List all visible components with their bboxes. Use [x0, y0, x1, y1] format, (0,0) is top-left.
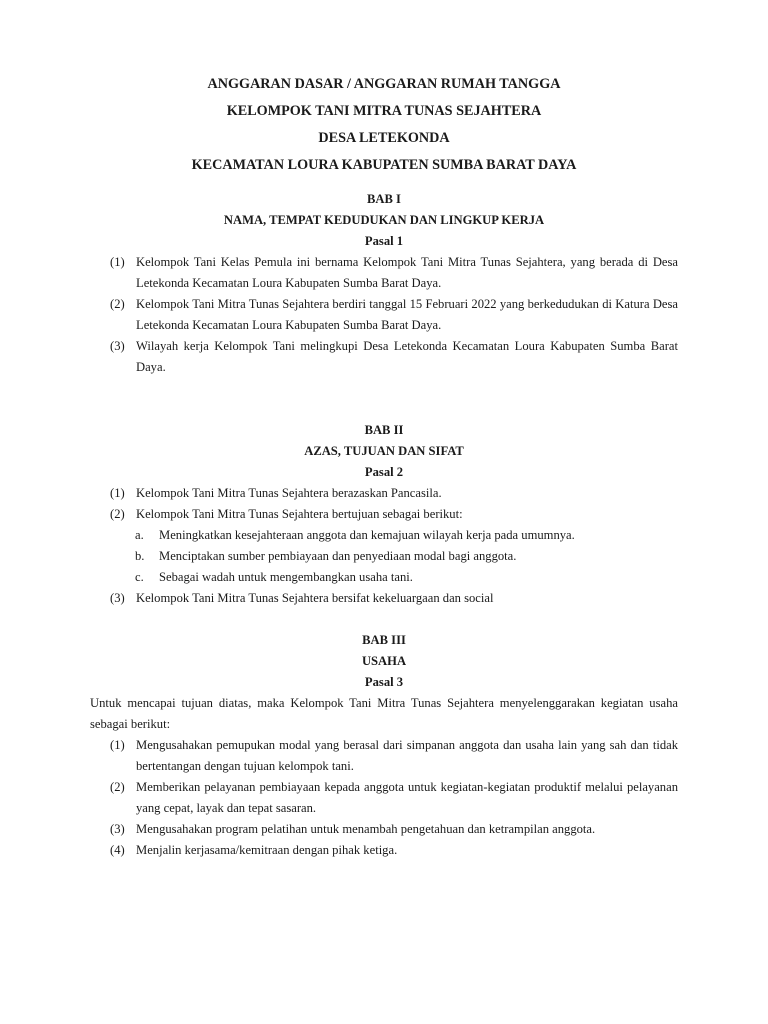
pasal-2-sublist — [135, 525, 678, 588]
list-item — [110, 483, 678, 504]
sub-list-item — [135, 567, 678, 588]
item-text: Wilayah kerja Kelompok Tani melingkupi Desa Letekonda Kecamatan Loura Kabupaten Sumba Barat Daya. — [136, 339, 678, 374]
pasal-3-label: Pasal 3 — [364, 675, 404, 689]
list-item — [110, 735, 678, 777]
item-number: (1) — [110, 486, 125, 500]
sub-item-text: Meningkatkan kesejahteraan anggota dan kemajuan wilayah kerja pada umumnya. — [159, 528, 575, 542]
item-text: Kelompok Tani Mitra Tunas Sejahtera bersifat kekeluargaan dan social — [136, 591, 494, 605]
list-item — [110, 294, 678, 336]
item-text: Mengusahakan pemupukan modal yang berasal dari simpanan anggota dan usaha lain yang sah dan tidak bertentangan dengan tujuan kelompok tani. — [136, 738, 678, 773]
list-item — [110, 336, 678, 378]
item-number: (1) — [110, 255, 125, 269]
pasal-3-list — [110, 735, 678, 861]
sub-item-letter: a. — [135, 528, 144, 542]
sub-item-letter: c. — [135, 570, 144, 584]
title-line-2: KELOMPOK TANI MITRA TUNAS SEJAHTERA — [226, 103, 542, 119]
item-text: Memberikan pelayanan pembiayaan kepada anggota untuk kegiatan-kegiatan produktif melalui pelayanan yang cepat, layak dan tepat sasaran. — [136, 780, 678, 815]
pasal-1-list — [110, 252, 678, 378]
pasal-2-list-cont — [110, 588, 678, 609]
document-title — [0, 71, 768, 179]
list-item — [110, 252, 678, 294]
bab-3-heading — [0, 630, 768, 693]
item-text: Kelompok Tani Mitra Tunas Sejahtera berdiri tanggal 15 Februari 2022 yang berkedudukan di Katura Desa Letekonda Kecamatan Loura Kabupaten Sumba Barat Daya. — [136, 297, 678, 332]
bab-2-title: AZAS, TUJUAN DAN SIFAT — [304, 444, 464, 458]
item-number: (3) — [110, 591, 125, 605]
pasal-1-label: Pasal 1 — [364, 234, 404, 248]
sub-list-item — [135, 546, 678, 567]
bab-1-label: BAB I — [367, 192, 401, 206]
list-item — [110, 777, 678, 819]
list-item — [110, 819, 678, 840]
sub-item-letter: b. — [135, 549, 145, 563]
item-number: (2) — [110, 780, 125, 794]
sub-list-item — [135, 525, 678, 546]
bab-3-title: USAHA — [361, 654, 407, 668]
list-item — [110, 504, 678, 525]
item-number: (1) — [110, 738, 125, 752]
bab-1-heading — [0, 189, 768, 252]
bab-2-label: BAB II — [364, 423, 404, 437]
bab-3-label: BAB III — [362, 633, 406, 647]
title-line-3: DESA LETEKONDA — [318, 130, 450, 146]
item-text: Kelompok Tani Mitra Tunas Sejahtera berazaskan Pancasila. — [136, 486, 442, 500]
pasal-2-list — [110, 483, 678, 525]
list-item — [110, 588, 678, 609]
item-number: (2) — [110, 507, 125, 521]
list-item — [110, 840, 678, 861]
item-text: Menjalin kerjasama/kemitraan dengan pihak ketiga. — [136, 843, 398, 857]
item-text: Mengusahakan program pelatihan untuk menambah pengetahuan dan ketrampilan anggota. — [136, 822, 596, 836]
item-number: (2) — [110, 297, 125, 311]
item-text: Kelompok Tani Kelas Pemula ini bernama Kelompok Tani Mitra Tunas Sejahtera, yang berada di Desa Letekonda Kecamatan Loura Kabupaten Sumba Barat Daya. — [136, 255, 678, 290]
item-number: (3) — [110, 339, 125, 353]
bab-2-heading — [0, 420, 768, 483]
pasal-2-label: Pasal 2 — [364, 465, 404, 479]
item-number: (3) — [110, 822, 125, 836]
item-text: Kelompok Tani Mitra Tunas Sejahtera bertujuan sebagai berikut: — [136, 507, 463, 521]
sub-item-text: Menciptakan sumber pembiayaan dan penyediaan modal bagi anggota. — [159, 549, 517, 563]
pasal-3-intro: Untuk mencapai tujuan diatas, maka Kelompok Tani Mitra Tunas Sejahtera menyelenggarakan kegiatan usaha sebagai berikut: — [90, 696, 678, 731]
item-number: (4) — [110, 843, 125, 857]
bab-1-title: NAMA, TEMPAT KEDUDUKAN DAN LINGKUP KERJA — [223, 213, 545, 227]
sub-item-text: Sebagai wadah untuk mengembangkan usaha tani. — [159, 570, 413, 584]
title-line-1: ANGGARAN DASAR / ANGGARAN RUMAH TANGGA — [207, 76, 561, 92]
title-line-4: KECAMATAN LOURA KABUPATEN SUMBA BARAT DAYA — [191, 157, 577, 173]
